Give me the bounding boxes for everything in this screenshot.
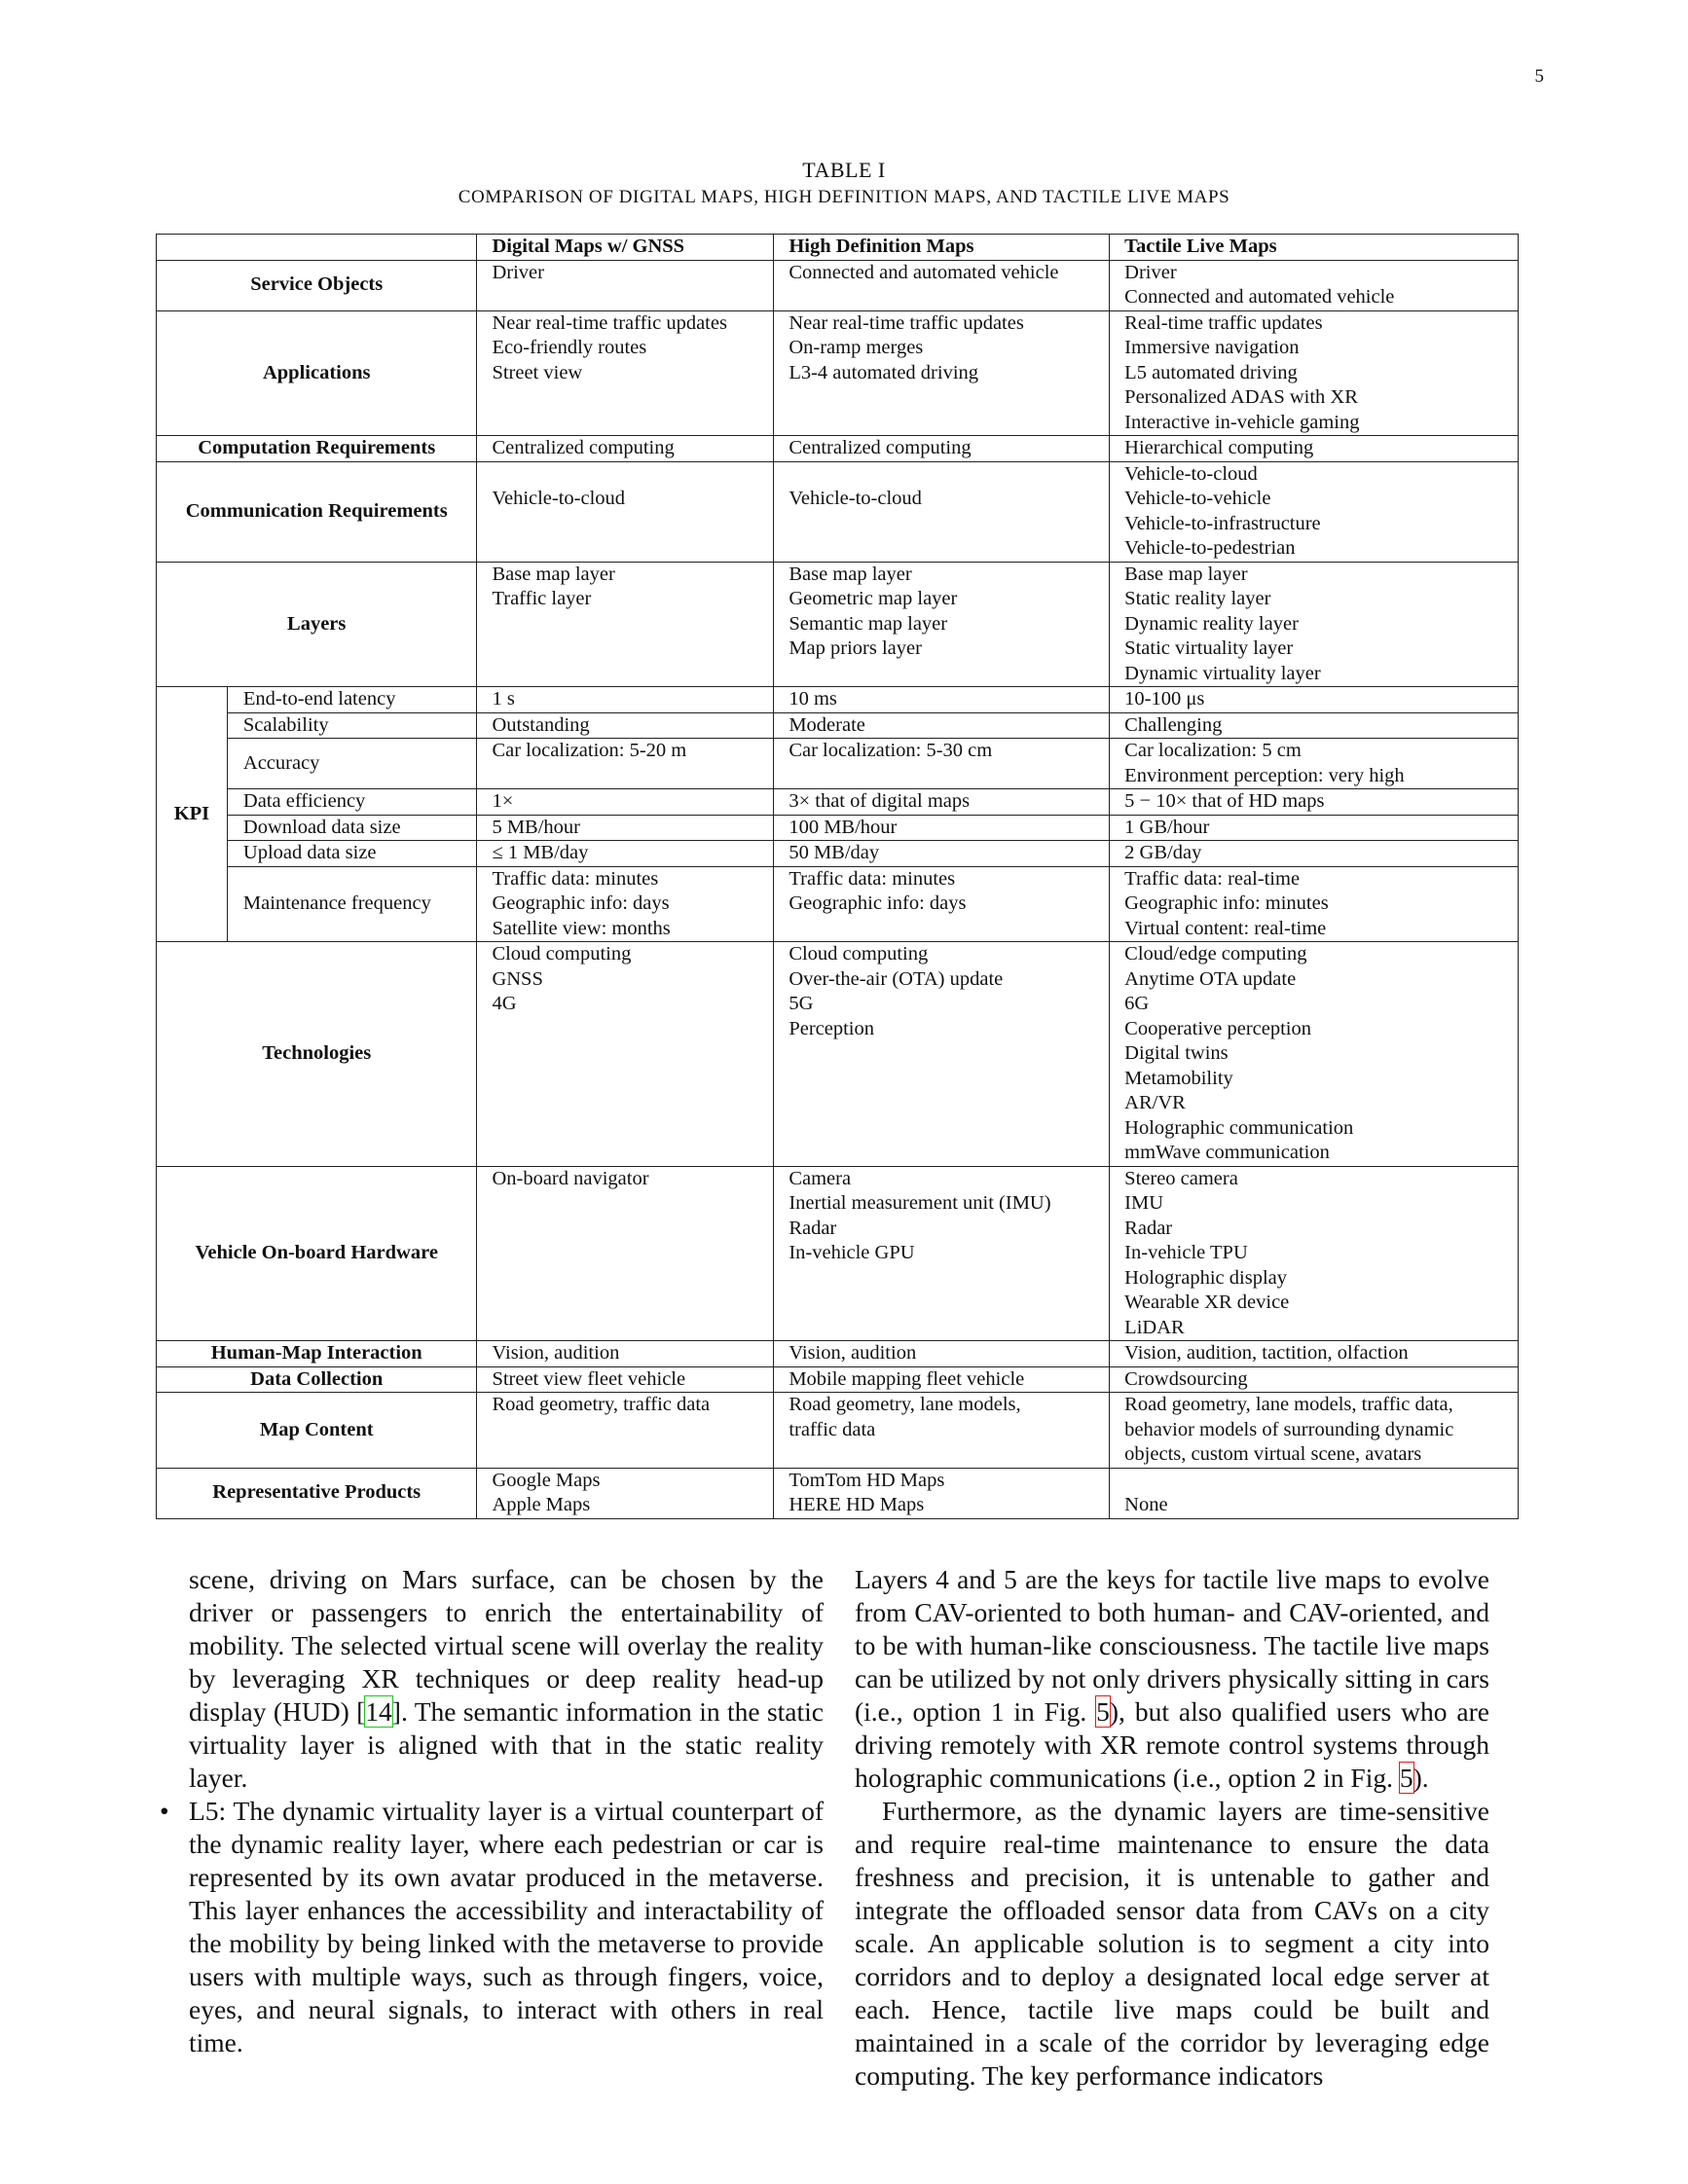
cell-line: Real-time traffic updates	[1124, 311, 1323, 334]
cell-digital-maps	[477, 461, 774, 562]
cell-tactile-live-maps	[1110, 789, 1519, 816]
header-empty-cell	[157, 235, 477, 261]
cell-line: Interactive in-vehicle gaming	[1124, 411, 1360, 433]
cell-digital-maps	[477, 1366, 774, 1393]
cell-line: Anytime OTA update	[1124, 967, 1297, 990]
cell-line: 5G	[789, 993, 814, 1014]
cell-line: Vehicle-to-cloud	[1124, 462, 1258, 485]
cell-line: Static virtuality layer	[1124, 637, 1294, 659]
cell-digital-maps	[477, 436, 774, 462]
table-row	[157, 562, 1519, 687]
text-run: scene, driving on Mars surface, can be chosen by the driver or passengers to enrich the entertainability of mobility. The selected virtual scene will overlay the reality by leveraging XR techniques or deep reality head-up display (HUD) [	[189, 1564, 824, 1727]
cell-hd-maps	[774, 1468, 1110, 1518]
table-row	[157, 436, 1519, 462]
cell-line: AR/VR	[1124, 1092, 1186, 1113]
cell-line: Traffic data: real-time	[1124, 867, 1301, 890]
cell-line: Inertial measurement unit (IMU)	[789, 1192, 1051, 1214]
kpi-row-label: Data efficiency	[227, 789, 477, 816]
cell-line	[492, 462, 758, 488]
cell-line: 50 MB/day	[789, 842, 880, 863]
cell-line: Near real-time traffic updates	[789, 311, 1024, 334]
row-label: Layers	[157, 562, 477, 687]
left-paragraph-2: L5: The dynamic virtuality layer is a virtual counterpart of the dynamic reality layer, where each pedestrian or car is represented by its own avatar produced in the metaverse. This layer enhances the accessibility and interactability of the mobility by being linked with the metaverse to provide users with multiple ways, such as through fingers, voice, eyes, and neural signals, to interact with others in real time.	[189, 1796, 824, 2057]
table-row	[157, 1393, 1519, 1469]
cell-digital-maps	[477, 562, 774, 687]
page-number: 5	[1534, 66, 1544, 87]
cell-line: Camera	[789, 1167, 852, 1189]
table-row	[157, 260, 1519, 310]
cell-line: behavior models of surrounding dynamic	[1124, 1418, 1454, 1440]
cell-line: On-ramp merges	[789, 337, 924, 358]
cell-hd-maps	[774, 1366, 1110, 1393]
table-row-kpi	[157, 815, 1519, 841]
cell-line: Near real-time traffic updates	[492, 311, 727, 334]
table-row	[157, 1366, 1519, 1393]
cell-digital-maps	[477, 866, 774, 942]
table-label: TABLE I	[802, 158, 886, 182]
cell-hd-maps	[774, 562, 1110, 687]
cell-line: Base map layer	[1124, 563, 1248, 585]
kpi-group-label: KPI	[157, 687, 228, 942]
cell-tactile-live-maps	[1110, 1341, 1519, 1367]
cell-line	[1124, 1469, 1503, 1494]
cell-line: Street view	[492, 361, 583, 383]
cell-line: Holographic display	[1124, 1266, 1287, 1289]
bullet-icon: •	[160, 1796, 169, 1826]
cell-tactile-live-maps	[1110, 461, 1519, 562]
cell-digital-maps	[477, 1341, 774, 1367]
table-row-kpi	[157, 866, 1519, 942]
cell-line: Radar	[789, 1217, 837, 1239]
cell-line: Traffic data: minutes	[789, 867, 956, 890]
cell-line: Cloud computing	[492, 943, 632, 965]
table-row-kpi	[157, 687, 1519, 713]
cell-tactile-live-maps	[1110, 1468, 1519, 1518]
cell-hd-maps	[774, 712, 1110, 739]
body-column-right	[855, 1563, 1489, 2093]
row-label: Service Objects	[157, 260, 477, 310]
cell-line: Connected and automated vehicle	[789, 261, 1059, 283]
cell-line: Cooperative perception	[1124, 1017, 1311, 1039]
cell-digital-maps	[477, 1166, 774, 1341]
kpi-row-label: Upload data size	[227, 841, 477, 867]
body-column-left	[160, 1563, 824, 2059]
cell-line: ≤ 1 MB/day	[492, 842, 589, 863]
cell-line: 10-100 μs	[1124, 688, 1205, 710]
table-row	[157, 1468, 1519, 1518]
cell-digital-maps	[477, 310, 774, 436]
cell-tactile-live-maps	[1110, 712, 1519, 739]
cell-line: Outstanding	[492, 713, 590, 736]
header-hd-maps: High Definition Maps	[774, 235, 1110, 261]
kpi-row-label: Download data size	[227, 815, 477, 841]
cell-line: Geographic info: minutes	[1124, 892, 1329, 914]
cell-digital-maps	[477, 739, 774, 789]
text-run: ]. The semantic information in the static virtuality layer is aligned with that in the static reality layer.	[189, 1696, 824, 1793]
row-label: Communication Requirements	[157, 461, 477, 562]
cell-line: Apple Maps	[492, 1494, 591, 1515]
cell-line: Google Maps	[492, 1469, 601, 1491]
table-row-kpi	[157, 789, 1519, 816]
cell-line: objects, custom virtual scene, avatars	[1124, 1443, 1422, 1465]
cell-line: Crowdsourcing	[1124, 1367, 1248, 1390]
cell-hd-maps	[774, 310, 1110, 436]
cell-line: Street view fleet vehicle	[492, 1367, 686, 1390]
cell-digital-maps	[477, 942, 774, 1167]
kpi-row-label: Maintenance frequency	[227, 866, 477, 942]
cell-line: Centralized computing	[492, 437, 675, 458]
table-row-kpi	[157, 739, 1519, 789]
cell-line: 100 MB/hour	[789, 816, 898, 838]
cell-tactile-live-maps	[1110, 815, 1519, 841]
cell-hd-maps	[774, 841, 1110, 867]
figure-link[interactable]: 5	[1399, 1763, 1413, 1793]
cell-line: L5 automated driving	[1124, 361, 1298, 383]
table-row	[157, 1166, 1519, 1341]
cell-line: 3× that of digital maps	[789, 790, 971, 812]
cell-line: Semantic map layer	[789, 612, 948, 635]
cell-line: Radar	[1124, 1217, 1173, 1239]
cell-digital-maps	[477, 841, 774, 867]
cell-hd-maps	[774, 687, 1110, 713]
cell-line: 5 MB/hour	[492, 816, 580, 838]
cell-tactile-live-maps	[1110, 436, 1519, 462]
cell-line: Stereo camera	[1124, 1167, 1238, 1189]
right-paragraph-2: Furthermore, as the dynamic layers are time-sensitive and require real-time maintenance to ensure the data freshness and precision, it is untenable to gather and integrate the offloaded sensor data from CAVs on a city scale. An applicable solution is to segment a city into corridors and to deploy a designated local edge server at each. Hence, tactile live maps could be built and maintained in a scale of the corridor by leveraging edge computing. The key performance indicators	[855, 1796, 1489, 2091]
figure-link[interactable]: 5	[1096, 1696, 1110, 1727]
cell-line: Geographic info: days	[789, 892, 967, 914]
table-row	[157, 310, 1519, 436]
row-label: Map Content	[157, 1393, 477, 1469]
right-paragraph-1	[855, 1563, 1489, 1795]
table-title: COMPARISON OF DIGITAL MAPS, HIGH DEFINITION MAPS, AND TACTILE LIVE MAPS	[458, 187, 1230, 207]
cell-line: Moderate	[789, 713, 865, 736]
cell-tactile-live-maps	[1110, 562, 1519, 687]
cell-digital-maps	[477, 1393, 774, 1469]
cell-line: Metamobility	[1124, 1067, 1233, 1089]
kpi-row-label: Accuracy	[227, 739, 477, 789]
cell-line: Perception	[789, 1017, 874, 1039]
cell-line: Base map layer	[789, 563, 912, 585]
cell-line: Satellite view: months	[492, 917, 671, 939]
cell-line: Road geometry, lane models,	[789, 1394, 1021, 1415]
cell-line: Dynamic reality layer	[1124, 612, 1299, 635]
cell-tactile-live-maps	[1110, 687, 1519, 713]
row-label: Applications	[157, 310, 477, 436]
comparison-table	[156, 234, 1519, 1519]
table-row-kpi	[157, 841, 1519, 867]
cell-line: Car localization: 5-20 m	[492, 740, 687, 761]
cell-hd-maps	[774, 942, 1110, 1167]
cell-line: IMU	[1124, 1192, 1164, 1214]
cell-line	[789, 462, 1094, 488]
cell-line: 5 − 10× that of HD maps	[1124, 790, 1325, 812]
cell-line: Dynamic virtuality layer	[1124, 662, 1321, 684]
cell-hd-maps	[774, 739, 1110, 789]
cell-line: Eco-friendly routes	[492, 337, 647, 358]
cell-line: 2 GB/day	[1124, 842, 1202, 863]
row-label: Technologies	[157, 942, 477, 1167]
cell-tactile-live-maps	[1110, 942, 1519, 1167]
cell-digital-maps	[477, 789, 774, 816]
cell-line: Vision, audition	[789, 1342, 917, 1364]
row-label: Computation Requirements	[157, 436, 477, 462]
cell-line: Traffic layer	[492, 588, 592, 609]
table-row	[157, 461, 1519, 562]
cell-line: Environment perception: very high	[1124, 764, 1405, 786]
cell-tactile-live-maps	[1110, 866, 1519, 942]
table-row	[157, 1341, 1519, 1367]
row-label: Vehicle On-board Hardware	[157, 1166, 477, 1341]
cell-line: Connected and automated vehicle	[1124, 286, 1395, 308]
cell-line: 10 ms	[789, 688, 837, 710]
text-run: ), but also qualified users who are driving remotely with XR remote control systems through holographic communications (i.e., option 2 in Fig.	[855, 1696, 1489, 1793]
row-label: Representative Products	[157, 1468, 477, 1518]
cell-line: In-vehicle TPU	[1124, 1242, 1248, 1263]
cell-line: None	[1124, 1494, 1168, 1515]
cell-line: Vision, audition, tactition, olfaction	[1124, 1342, 1409, 1364]
cell-line: Vehicle-to-cloud	[789, 488, 922, 509]
cell-line: Car localization: 5-30 cm	[789, 740, 993, 761]
cell-line: 1 GB/hour	[1124, 816, 1210, 838]
cell-line: 1 s	[492, 688, 515, 710]
kpi-row-label: Scalability	[227, 712, 477, 739]
cell-digital-maps	[477, 1468, 774, 1518]
cell-line: Cloud/edge computing	[1124, 943, 1307, 965]
cell-line: Vehicle-to-infrastructure	[1124, 512, 1321, 534]
cell-line: TomTom HD Maps	[789, 1469, 945, 1491]
cell-hd-maps	[774, 866, 1110, 942]
text-run: ).	[1413, 1763, 1429, 1793]
cell-line: Car localization: 5 cm	[1124, 740, 1302, 761]
cell-line: 4G	[492, 993, 517, 1014]
cell-tactile-live-maps	[1110, 260, 1519, 310]
cell-hd-maps	[774, 1166, 1110, 1341]
cell-line: Geometric map layer	[789, 588, 958, 609]
cell-line: Challenging	[1124, 713, 1223, 736]
cell-line: Static reality layer	[1124, 588, 1271, 609]
cell-line: Wearable XR device	[1124, 1292, 1290, 1313]
cell-line: Over-the-air (OTA) update	[789, 967, 1004, 990]
cell-hd-maps	[774, 815, 1110, 841]
cell-hd-maps	[774, 1341, 1110, 1367]
cell-line: Virtual content: real-time	[1124, 917, 1327, 939]
cell-tactile-live-maps	[1110, 310, 1519, 436]
cell-line: Cloud computing	[789, 943, 929, 965]
cell-tactile-live-maps	[1110, 1166, 1519, 1341]
cell-hd-maps	[774, 436, 1110, 462]
table-caption	[0, 158, 1688, 208]
cell-hd-maps	[774, 260, 1110, 310]
cell-digital-maps	[477, 260, 774, 310]
cell-line: Map priors layer	[789, 637, 922, 659]
cell-line: On-board navigator	[492, 1167, 649, 1189]
cell-line: Geographic info: days	[492, 892, 670, 914]
cell-line: mmWave communication	[1124, 1142, 1330, 1163]
text-run: Layers 4 and 5 are the keys for tactile live maps to evolve from CAV-oriented to both human- and CAV-oriented, and to be with human-like consciousness. The tactile live maps can be utilized by not only drivers physically sitting in cars (i.e., option 1 in Fig.	[855, 1564, 1489, 1727]
cell-hd-maps	[774, 789, 1110, 816]
header-digital-maps: Digital Maps w/ GNSS	[477, 235, 774, 261]
cell-line: HERE HD Maps	[789, 1494, 925, 1515]
cell-line: Driver	[492, 261, 544, 283]
cell-line: Vehicle-to-pedestrian	[1124, 537, 1296, 559]
cell-line: GNSS	[492, 967, 543, 990]
header-tactile-live-maps: Tactile Live Maps	[1110, 235, 1519, 261]
cell-digital-maps	[477, 712, 774, 739]
cell-tactile-live-maps	[1110, 1393, 1519, 1469]
left-paragraph-1	[189, 1563, 824, 1795]
citation-link[interactable]: 14	[365, 1696, 392, 1727]
cell-line: Vehicle-to-cloud	[492, 488, 626, 509]
cell-line: 6G	[1124, 993, 1150, 1014]
cell-line: L3-4 automated driving	[789, 361, 979, 383]
table-row-kpi	[157, 712, 1519, 739]
cell-tactile-live-maps	[1110, 739, 1519, 789]
cell-line: Centralized computing	[789, 437, 972, 458]
row-label: Human-Map Interaction	[157, 1341, 477, 1367]
cell-line: Hierarchical computing	[1124, 437, 1314, 458]
cell-hd-maps	[774, 461, 1110, 562]
cell-line: Mobile mapping fleet vehicle	[789, 1367, 1025, 1390]
cell-line: Vision, audition	[492, 1342, 620, 1364]
cell-line: Digital twins	[1124, 1042, 1229, 1064]
cell-line: Driver	[1124, 261, 1177, 283]
cell-line: traffic data	[789, 1418, 876, 1440]
cell-tactile-live-maps	[1110, 1366, 1519, 1393]
cell-line: 1×	[492, 790, 514, 812]
row-label: Data Collection	[157, 1366, 477, 1393]
bullet-item-l5	[160, 1795, 824, 2059]
cell-line: Traffic data: minutes	[492, 867, 659, 890]
cell-tactile-live-maps	[1110, 841, 1519, 867]
cell-line: Vehicle-to-vehicle	[1124, 488, 1271, 509]
cell-line: Road geometry, traffic data	[492, 1394, 711, 1415]
cell-line: Road geometry, lane models, traffic data,	[1124, 1394, 1453, 1415]
cell-digital-maps	[477, 687, 774, 713]
cell-line: Holographic communication	[1124, 1116, 1354, 1139]
cell-line: LiDAR	[1124, 1316, 1185, 1338]
cell-line: In-vehicle GPU	[789, 1242, 915, 1263]
cell-hd-maps	[774, 1393, 1110, 1469]
table-header-row	[157, 235, 1519, 261]
table-row	[157, 942, 1519, 1167]
cell-line: Personalized ADAS with XR	[1124, 386, 1358, 408]
kpi-row-label: End-to-end latency	[227, 687, 477, 713]
cell-digital-maps	[477, 815, 774, 841]
cell-line: Base map layer	[492, 563, 615, 585]
cell-line: Immersive navigation	[1124, 337, 1300, 358]
